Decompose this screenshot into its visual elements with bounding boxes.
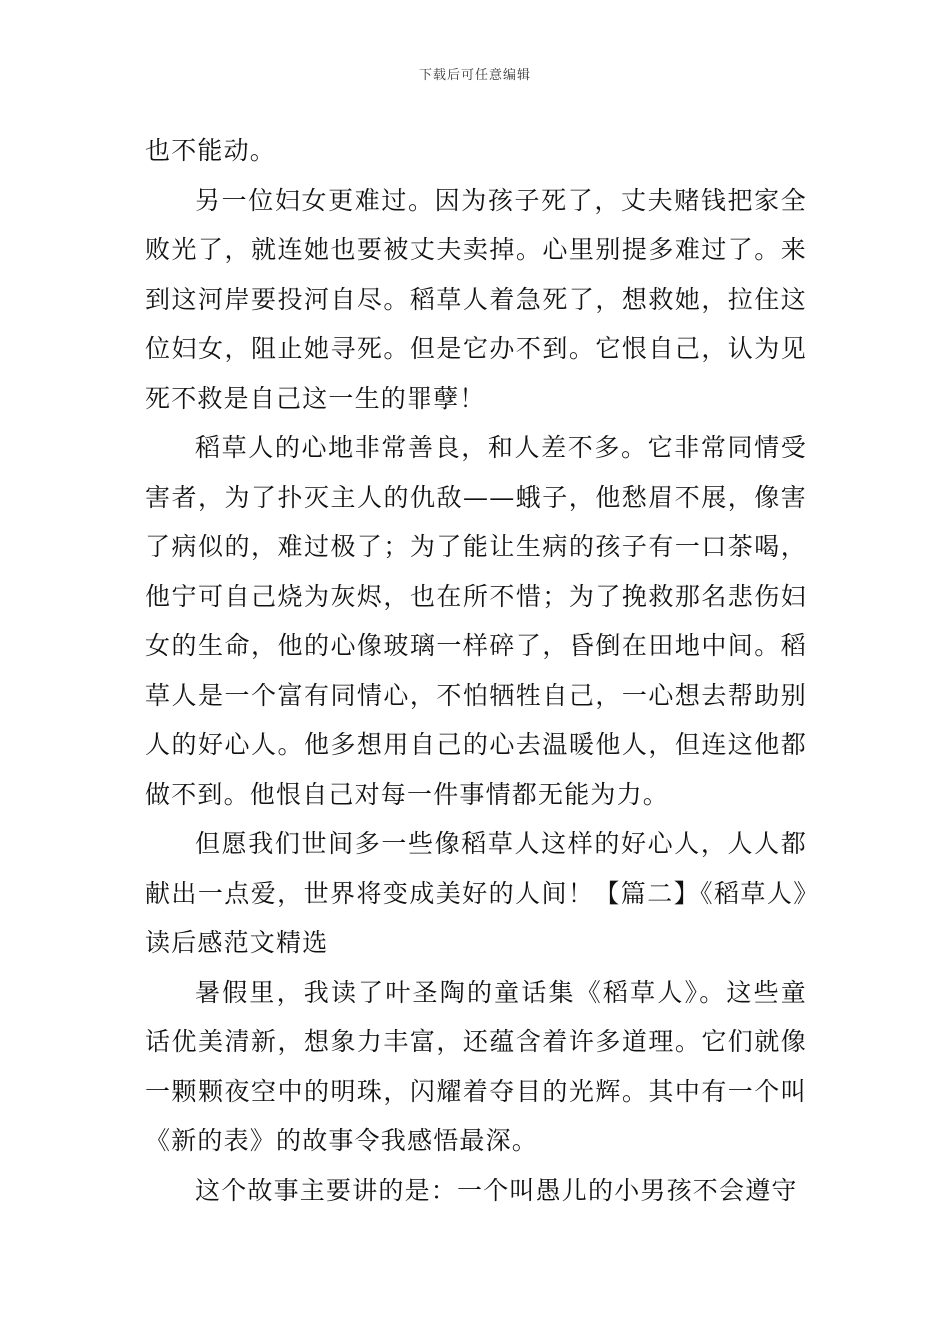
- paragraph-scarecrow-kindness: 稻草人的心地非常善良，和人差不多。它非常同情受害者，为了扑灭主人的仇敌——蛾子，他愁眉不展，像害了病似的，难过极了；为了能让生病的孩子有一口茶喝，他宁可自己烧为灰烬，也在所不惜；为了挽救那名悲伤妇女的生命，他的心像玻璃一样碎了，昏倒在田地中间。稻草人是一个富有同情心，不怕牺牲自己，一心想去帮助别人的好心人。他多想用自己的心去温暖他人，但连这他都做不到。他恨自己对每一件事情都无能为力。: [145, 433, 807, 809]
- paragraph-continuation: 也不能动。: [145, 136, 277, 165]
- paragraph-story-summary: 这个故事主要讲的是：一个叫愚儿的小男孩不会遵守: [195, 1175, 798, 1205]
- page-header: 下载后可任意编辑: [418, 68, 531, 83]
- document-body: [145, 126, 807, 1215]
- paragraph-woman-sorrow: 另一位妇女更难过。因为孩子死了，丈夫赌钱把家全败光了，就连她也要被丈夫卖掉。心里别提多难过了。来到这河岸要投河自尽。稻草人着急死了，想救她，拉住这位妇女，阻止她寻死。但是它办不到。它恨自己，认为见死不救是自己这一生的罪孽！: [145, 185, 807, 413]
- paragraph-summer-reading: 暑假里，我读了叶圣陶的童话集《稻草人》。这些童话优美清新，想象力丰富，还蕴含着许多道理。它们就像一颗颗夜空中的明珠，闪耀着夺目的光辉。其中有一个叫《新的表》的故事令我感悟最深。: [145, 977, 807, 1155]
- paragraph-hope-and-section-title: 但愿我们世间多一些像稻草人这样的好心人，人人都献出一点爱，世界将变成美好的人间！【篇二】《稻草人》读后感范文精选: [145, 829, 807, 957]
